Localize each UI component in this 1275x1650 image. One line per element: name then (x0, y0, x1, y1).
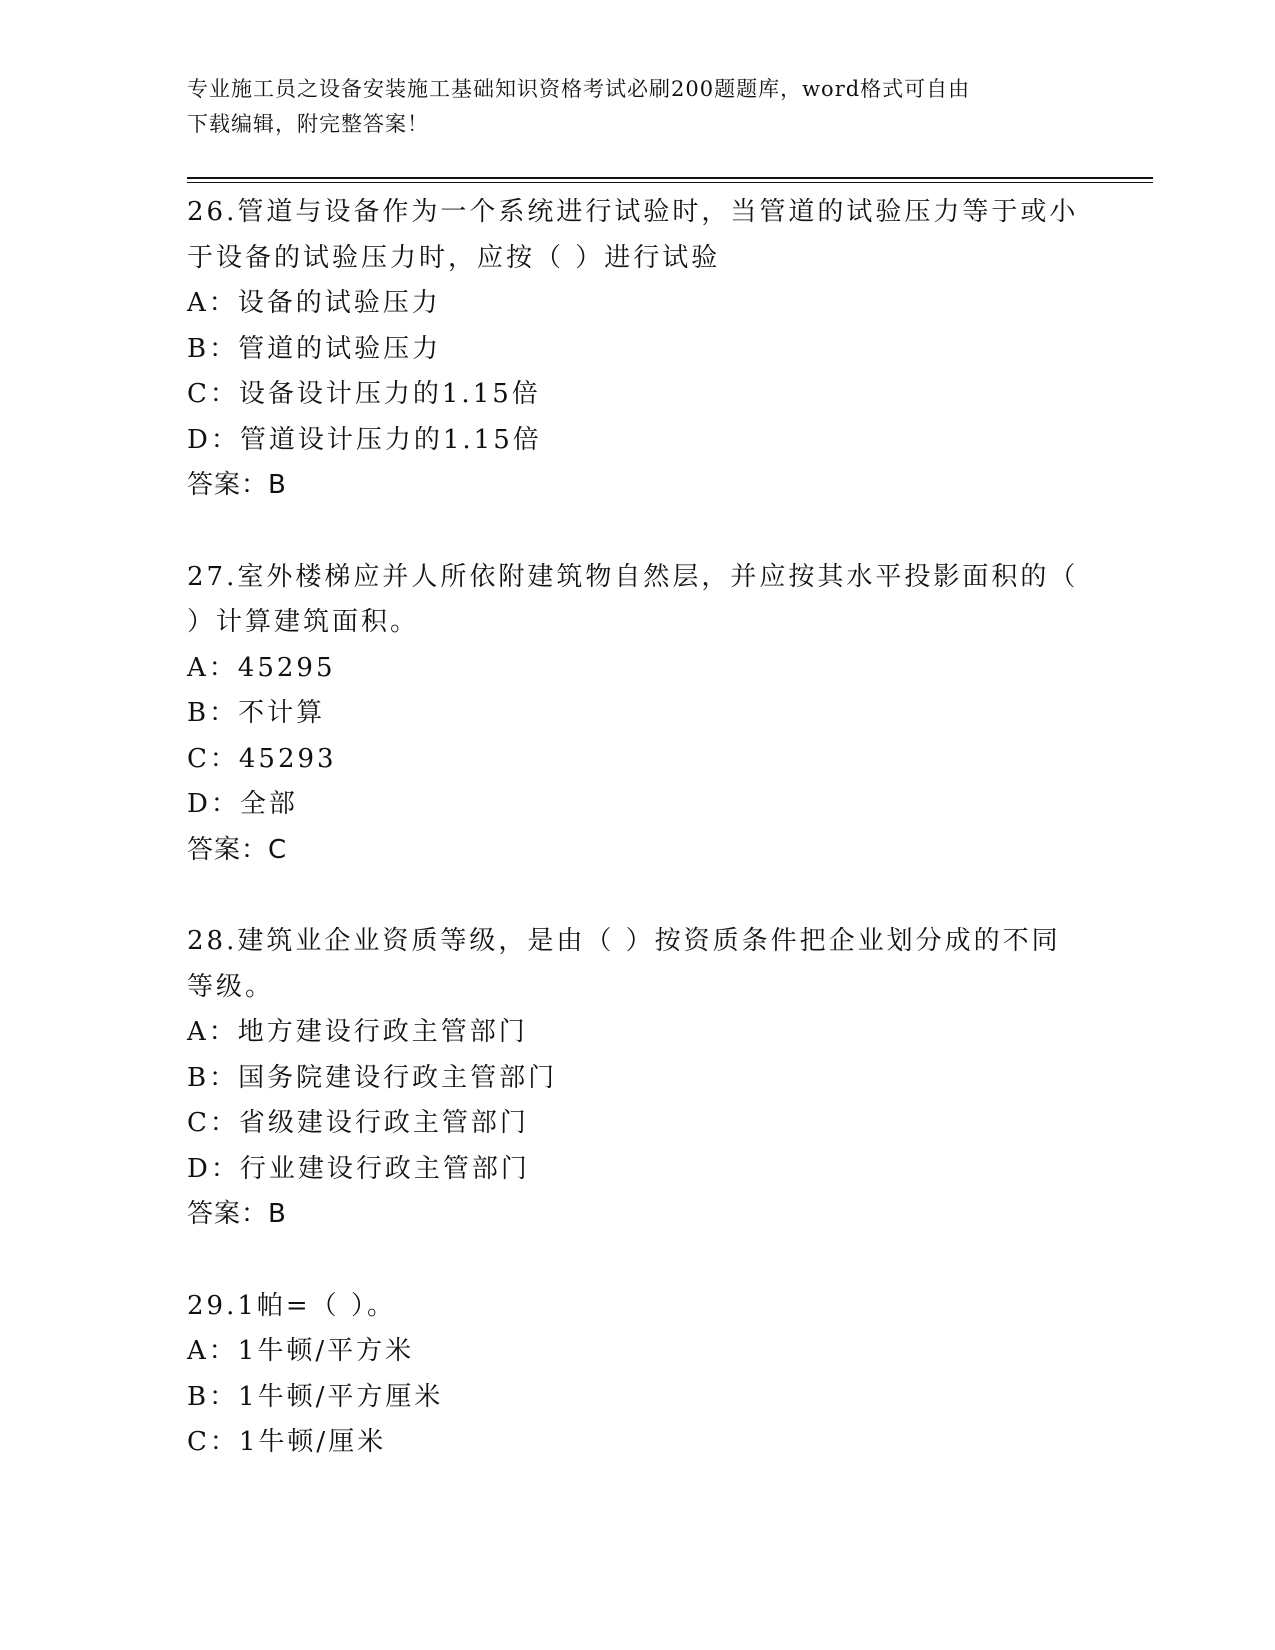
option-d: D：行业建设行政主管部门 (187, 1153, 530, 1184)
question-29 (187, 1284, 1077, 1466)
question-stem-continued: 于设备的试验压力时，应按（ ）进行试验 (187, 242, 721, 273)
answer-label: 答案：C (187, 834, 288, 865)
question-stem-continued: ）计算建筑面积。 (187, 607, 420, 637)
question-stem: 28.建筑业企业资质等级，是由（ ）按资质条件把企业划分成的不同 (187, 926, 1061, 956)
document-header (187, 72, 1067, 142)
option-d: D：全部 (187, 789, 298, 819)
option-b: B：不计算 (187, 698, 326, 728)
option-a: A：地方建设行政主管部门 (187, 1017, 528, 1047)
option-c: C：设备设计压力的1.15倍 (187, 379, 541, 409)
header-line-2: 下载编辑，附完整答案！ (187, 112, 429, 136)
answer-label: 答案：B (187, 470, 287, 500)
option-c: C：省级建设行政主管部门 (187, 1108, 529, 1138)
option-b: B：管道的试验压力 (187, 333, 442, 364)
header-divider-thick (187, 177, 1153, 179)
question-stem-continued: 等级。 (187, 971, 275, 1002)
question-27 (187, 555, 1077, 874)
question-26 (187, 190, 1077, 509)
option-c: C：45293 (187, 743, 337, 774)
option-a: A：1牛顿/平方米 (187, 1336, 415, 1366)
option-a: A：45295 (187, 652, 336, 683)
question-stem: 26.管道与设备作为一个系统进行试验时，当管道的试验压力等于或小 (187, 197, 1079, 227)
header-divider-thin (187, 182, 1153, 183)
option-c: C：1牛顿/厘米 (187, 1427, 387, 1457)
question-stem: 27.室外楼梯应并人所依附建筑物自然层，并应按其水平投影面积的（ (187, 561, 1079, 592)
option-d: D：管道设计压力的1.15倍 (187, 424, 542, 455)
option-b: B：国务院建设行政主管部门 (187, 1062, 558, 1093)
answer-label: 答案：B (187, 1199, 287, 1229)
question-list (187, 190, 1077, 1512)
header-line-1: 专业施工员之设备安装施工基础知识资格考试必刷200题题库，word格式可自由 (187, 77, 971, 101)
option-b: B：1牛顿/平方厘米 (187, 1381, 444, 1412)
question-stem: 29.1帕=（ ）。 (187, 1290, 396, 1321)
question-28 (187, 919, 1077, 1238)
option-a: A：设备的试验压力 (187, 288, 441, 318)
